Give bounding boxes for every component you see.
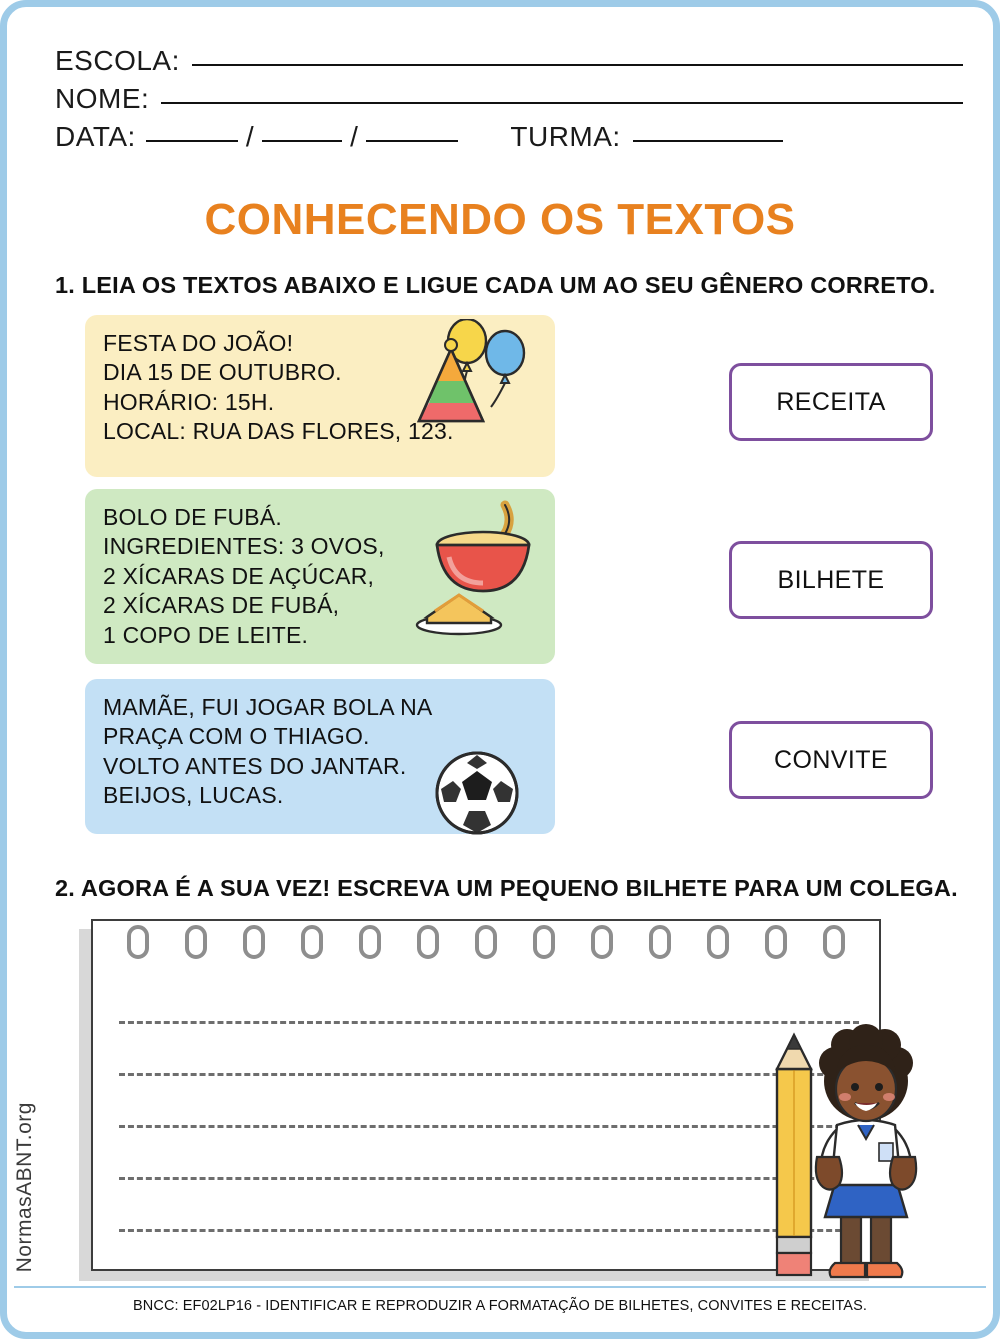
school-field-row [55,45,963,77]
spiral-ring-icon [591,925,613,959]
card-line: INGREDIENTES: 3 OVOS, [103,533,385,560]
genre-option-convite[interactable] [729,721,933,799]
class-label: TURMA: [510,121,621,152]
text-card-invite[interactable] [85,315,555,477]
spiral-ring-icon [649,925,671,959]
write-line[interactable] [119,1073,859,1076]
question-2-text: 2. AGORA É A SUA VEZ! ESCREVA UM PEQUENO BILHETE PARA UM COLEGA. [55,875,958,901]
genre-option-receita[interactable] [729,363,933,441]
school-input-line[interactable] [192,64,963,66]
card-line: MAMÃE, FUI JOGAR BOLA NA [103,694,433,720]
spiral-ring-icon [127,925,149,959]
spiral-ring-icon [417,925,439,959]
spiral-ring-icon [475,925,497,959]
genre-option-bilhete[interactable] [729,541,933,619]
write-line[interactable] [119,1125,859,1128]
date-class-field-row [55,121,963,153]
spiral-ring-icon [185,925,207,959]
name-field-row [55,83,963,115]
footer-bncc-text: BNCC: EF02LP16 - IDENTIFICAR E REPRODUZIR A FORMATAÇÃO DE BILHETES, CONVITES E RECEITAS. [133,1298,867,1314]
card-line: LOCAL: RUA DAS FLORES, 123. [103,418,454,445]
spiral-ring-icon [765,925,787,959]
text-card-recipe-lines [103,503,537,650]
write-line[interactable] [119,1177,859,1180]
spiral-ring-icon [707,925,729,959]
genre-option-label: CONVITE [774,745,888,774]
card-line: FESTA DO JOÃO! [103,330,294,356]
page-title: CONHECENDO OS TEXTOS [204,195,796,244]
spiral-ring-icon [243,925,265,959]
card-line: BEIJOS, LUCAS. [103,782,284,809]
footer-divider [14,1286,986,1288]
card-line: 2 XÍCARAS DE FUBÁ, [103,592,340,619]
name-input-line[interactable] [161,102,963,104]
genre-option-label: RECEITA [776,387,886,416]
name-label: NOME: [55,83,150,114]
spiral-ring-icon [301,925,323,959]
card-line: HORÁRIO: 15H. [103,388,275,415]
card-line: BOLO DE FUBÁ. [103,504,282,530]
date-label: DATA: [55,121,136,152]
spiral-ring-icon [823,925,845,959]
class-input-line[interactable] [633,140,783,142]
card-line: DIA 15 DE OUTUBRO. [103,359,342,386]
date-year-input-line[interactable] [366,140,458,142]
card-line: 2 XÍCARAS DE AÇÚCAR, [103,562,375,589]
date-separator-1: / [245,121,255,152]
card-line: PRAÇA COM O THIAGO. [103,723,370,750]
question-1-text: 1. LEIA OS TEXTOS ABAIXO E LIGUE CADA UM AO SEU GÊNERO CORRETO. [55,272,936,298]
text-card-recipe[interactable] [85,489,555,664]
date-day-input-line[interactable] [146,140,238,142]
date-separator-2: / [350,121,359,152]
notepad-spiral-rings [91,925,881,965]
genre-option-label: BILHETE [777,565,885,594]
spiral-ring-icon [359,925,381,959]
girl-with-pencil-icon [755,1007,945,1287]
write-line[interactable] [119,1021,859,1024]
card-line: VOLTO ANTES DO JANTAR. [103,752,407,779]
text-card-note-lines [103,693,537,811]
date-month-input-line[interactable] [262,140,342,142]
text-card-invite-lines [103,329,537,447]
spiral-ring-icon [533,925,555,959]
school-label: ESCOLA: [55,45,180,76]
card-line: 1 COPO DE LEITE. [103,621,309,648]
watermark: NormasABNT.org [13,1101,36,1272]
write-line[interactable] [119,1229,859,1232]
student-header-fields [55,45,963,159]
